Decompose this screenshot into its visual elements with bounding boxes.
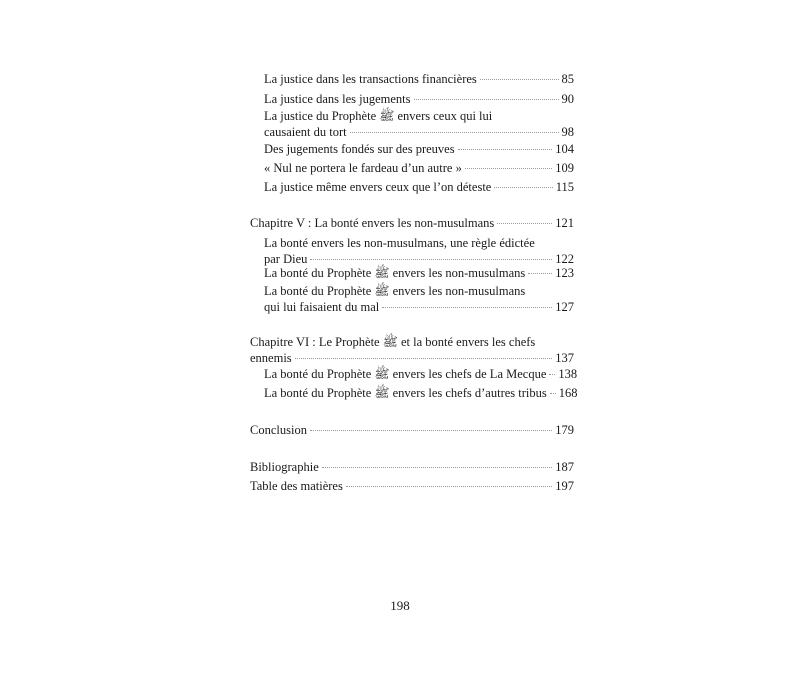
toc-entry-title: par Dieu <box>264 252 308 266</box>
dot-leader <box>310 259 552 260</box>
dot-leader <box>382 307 552 308</box>
dot-leader <box>480 79 559 80</box>
toc-chapter <box>250 334 574 366</box>
toc-chapter <box>250 215 574 231</box>
dot-leader <box>295 358 553 359</box>
toc-entry <box>264 141 574 157</box>
toc-entry-page: 168 <box>558 386 578 400</box>
toc-entry-page: 197 <box>555 479 574 493</box>
toc-entry-first-line: Chapitre VI : Le Prophète ﷺ et la bonté envers les chefs <box>250 335 536 349</box>
toc-entry-title: qui lui faisaient du mal <box>264 300 380 314</box>
toc-entry-title: La bonté du Prophète ﷺ envers les chefs de La Mecque <box>264 367 547 381</box>
toc-entry-title: causaient du tort <box>264 125 347 139</box>
toc-entry-title: La bonté du Prophète ﷺ envers les non-musulmans <box>264 266 526 280</box>
toc-entry-page: 127 <box>555 300 574 314</box>
toc-entry-page: 179 <box>555 423 574 437</box>
toc-entry <box>264 366 578 382</box>
toc-entry-title: « Nul ne portera le fardeau d’un autre » <box>264 161 462 175</box>
toc-entry-title: ennemis <box>250 351 292 365</box>
toc-entry <box>264 71 574 87</box>
toc-entry-page: 90 <box>561 92 574 106</box>
toc-entry-title: Conclusion <box>250 423 307 437</box>
toc-entry-page: 138 <box>558 367 578 381</box>
toc-entry-title: Table des matières <box>250 479 343 493</box>
toc-chapter <box>250 459 574 475</box>
toc-entry-page: 137 <box>555 351 574 365</box>
toc-entry-page: 104 <box>555 142 574 156</box>
dot-leader <box>550 393 556 394</box>
dot-leader <box>322 467 553 468</box>
dot-leader <box>458 149 553 150</box>
toc-entry <box>264 179 574 195</box>
toc-entry-page: 98 <box>561 125 574 139</box>
toc-entry-title: La justice même envers ceux que l’on déteste <box>264 180 492 194</box>
toc-entry-page: 122 <box>555 252 574 266</box>
toc-entry <box>264 108 574 140</box>
toc-entry <box>264 265 574 281</box>
toc-entry-first-line: La justice du Prophète ﷺ envers ceux qui lui <box>264 109 493 123</box>
toc-entry-first-line: La bonté du Prophète ﷺ envers les non-musulmans <box>264 284 526 298</box>
toc-entry <box>264 160 574 176</box>
page-number: 198 <box>390 598 410 613</box>
toc-entry-page: 121 <box>555 216 574 230</box>
dot-leader <box>414 99 559 100</box>
toc-entry <box>264 283 574 315</box>
dot-leader <box>528 273 552 274</box>
toc-entry-title: La justice dans les jugements <box>264 92 411 106</box>
toc-entry-title: La bonté du Prophète ﷺ envers les chefs d’autres tribus <box>264 386 547 400</box>
toc-entry-page: 115 <box>555 180 574 194</box>
toc-entry-title: Chapitre V : La bonté envers les non-musulmans <box>250 216 495 230</box>
toc-entry <box>264 235 574 267</box>
toc-entry-title: Bibliographie <box>250 460 319 474</box>
dot-leader <box>310 430 552 431</box>
toc-entry-page: 123 <box>555 266 574 280</box>
toc-chapter <box>250 478 574 494</box>
toc-entry-page: 187 <box>555 460 574 474</box>
dot-leader <box>346 486 552 487</box>
toc-entry-title: La justice dans les transactions financières <box>264 72 477 86</box>
dot-leader <box>497 223 552 224</box>
toc-entry-first-line: La bonté envers les non-musulmans, une règle édictée <box>264 236 535 250</box>
dot-leader <box>494 187 552 188</box>
toc-entry-page: 109 <box>555 161 574 175</box>
toc-chapter <box>250 422 574 438</box>
dot-leader <box>465 168 552 169</box>
dot-leader <box>549 374 555 375</box>
toc-entry <box>264 385 578 401</box>
toc-entry-page: 85 <box>561 72 574 86</box>
toc-entry <box>264 91 574 107</box>
toc-entry-title: Des jugements fondés sur des preuves <box>264 142 455 156</box>
dot-leader <box>350 132 559 133</box>
